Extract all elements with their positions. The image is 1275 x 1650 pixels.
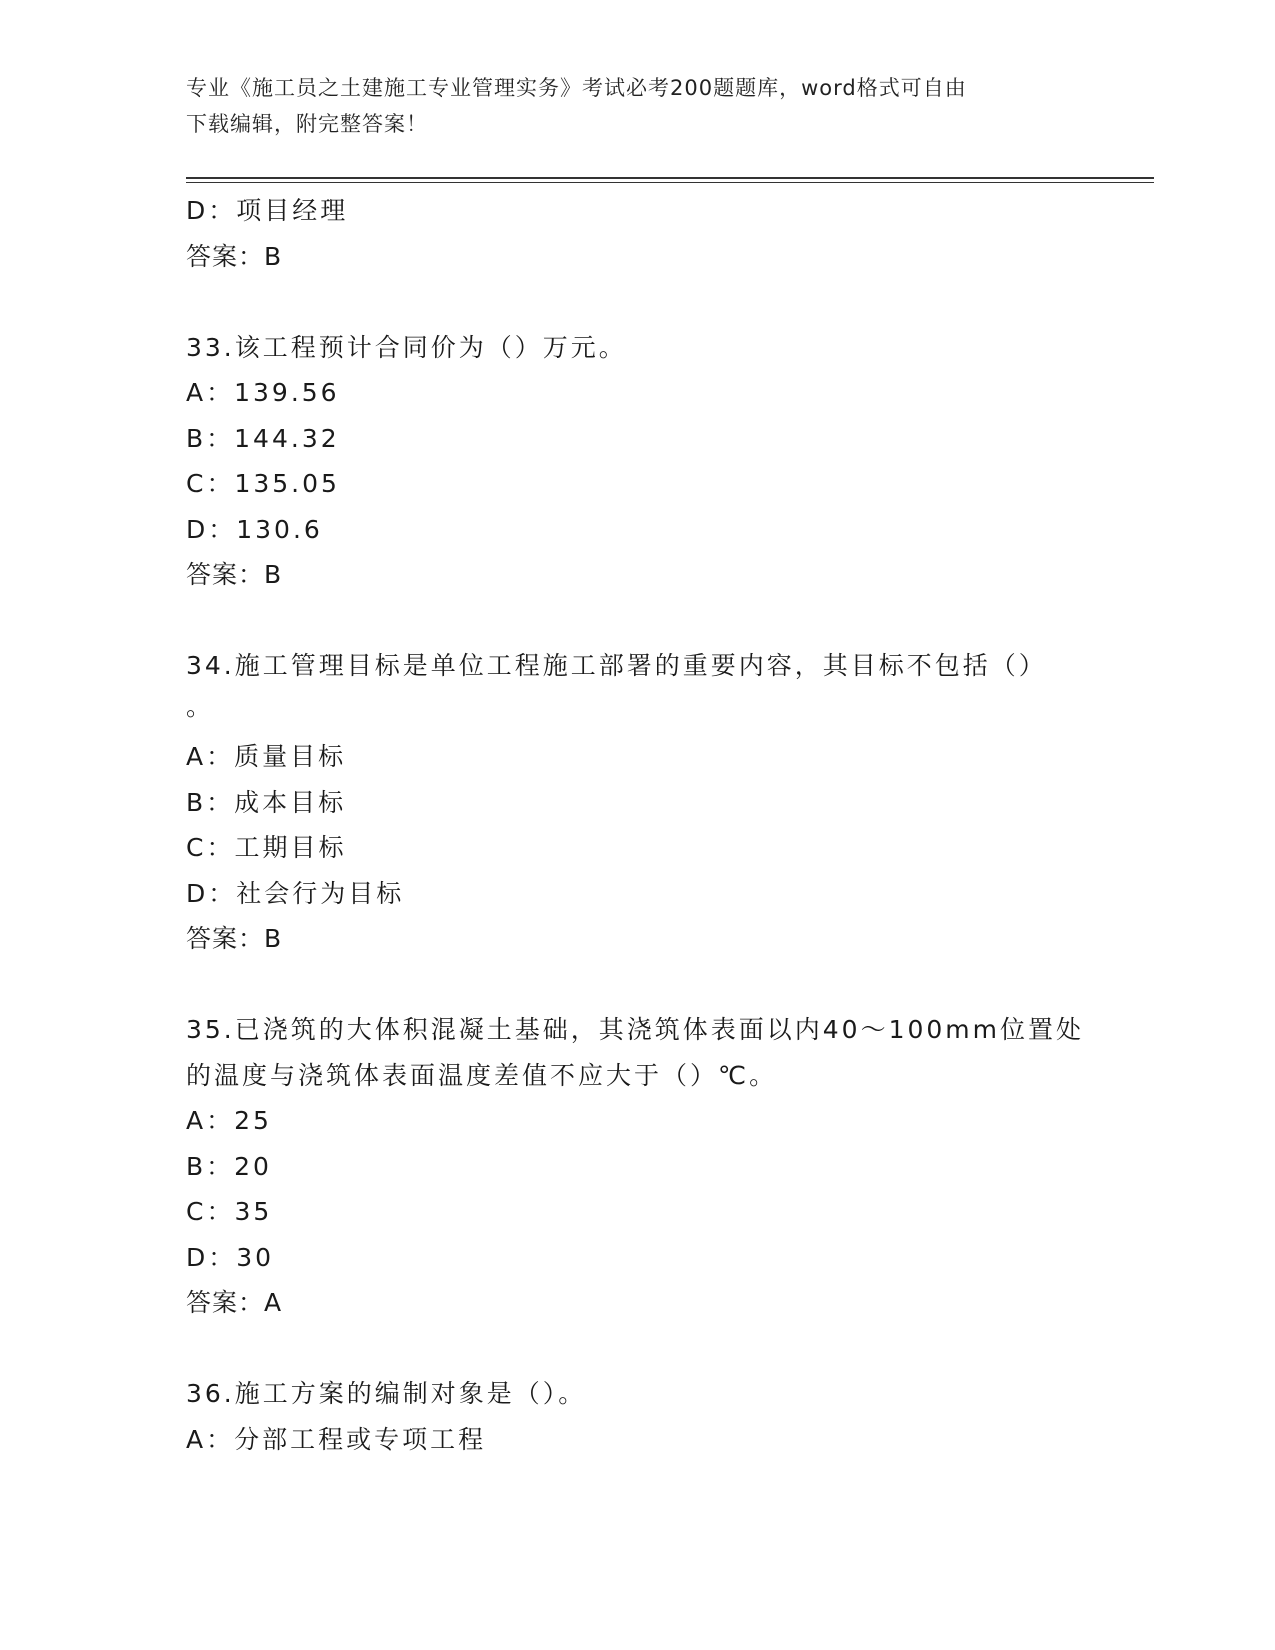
answer-line: 答案：B [186,560,283,589]
question-block-prev [186,188,1086,279]
option-b: B：144.32 [186,423,340,453]
spacer [186,279,1086,325]
document-body [186,188,1086,1462]
question-text: 33.该工程预计合同价为（）万元。 [186,332,627,362]
question-block-36 [186,1371,1086,1462]
option-d: D：130.6 [186,514,323,544]
question-text: 36.施工方案的编制对象是（）。 [186,1379,587,1408]
question-block-33 [186,325,1086,598]
header-line-2: 下载编辑，附完整答案！ [186,112,428,136]
question-text-line-2: 的温度与浇筑体表面温度差值不应大于（）℃。 [186,1060,778,1090]
question-block-34 [186,643,1086,962]
option-d: D：项目经理 [186,196,349,225]
answer-line: 答案：B [186,241,283,271]
question-text-continued: 。 [186,691,215,721]
question-text: 34.施工管理目标是单位工程施工部署的重要内容，其目标不包括（） [186,651,1047,680]
option-c: C：工期目标 [186,833,347,862]
question-text-line-1: 35.已浇筑的大体积混凝土基础，其浇筑体表面以内40～100mm位置处 [186,1015,1084,1044]
option-a: A：质量目标 [186,742,347,771]
option-c: C：135.05 [186,469,340,498]
answer-line: 答案：A [186,1288,283,1317]
option-a: A：139.56 [186,378,340,407]
option-b: B：20 [186,1151,272,1181]
option-d: D：30 [186,1242,275,1272]
option-b: B：成本目标 [186,787,347,817]
option-d: D：社会行为目标 [186,878,405,908]
header-rule-thick [186,177,1154,179]
spacer [186,598,1086,644]
spacer [186,1326,1086,1372]
header-rule-thin [186,182,1154,183]
option-c: C：35 [186,1197,273,1226]
question-block-35 [186,1007,1086,1326]
answer-line: 答案：B [186,924,283,953]
option-a: A：分部工程或专项工程 [186,1424,487,1454]
document-header [186,70,1086,142]
option-a: A：25 [186,1106,272,1135]
header-line-1: 专业《施工员之土建施工专业管理实务》考试必考200题题库，word格式可自由 [186,76,967,100]
spacer [186,962,1086,1008]
